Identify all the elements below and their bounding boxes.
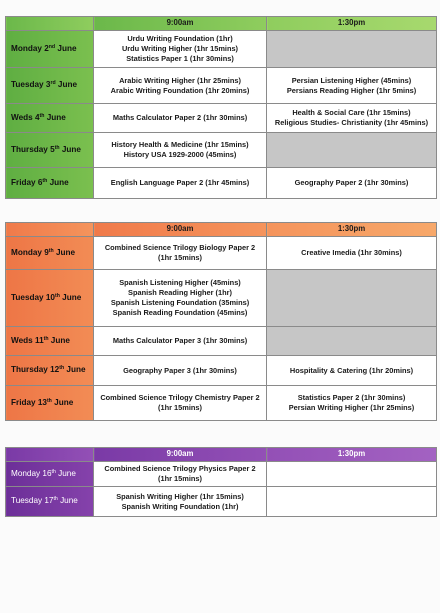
afternoon-empty: [267, 133, 437, 168]
day-label: Monday 2nd June: [6, 31, 94, 68]
day-label: Monday 9th June: [6, 237, 94, 270]
afternoon-exams: Geography Paper 2 (1hr 30mins): [267, 168, 437, 199]
day-label: Tuesday 3rd June: [6, 68, 94, 104]
day-label: Thursday 12th June: [6, 356, 94, 386]
afternoon-exams: Persian Listening Higher (45mins) Persians Reading Higher (1hr 5mins): [267, 68, 437, 104]
day-label: Tuesday 17th June: [6, 487, 94, 517]
timetable-row: [6, 168, 437, 199]
morning-exams: Combined Science Trilogy Biology Paper 2 (1hr 15mins): [94, 237, 267, 270]
header-morning: 9:00am: [94, 448, 267, 462]
morning-exams: Maths Calculator Paper 2 (1hr 30mins): [94, 104, 267, 133]
morning-exams: Spanish Listening Higher (45mins) Spanish Reading Higher (1hr) Spanish Listening Foundation (35mins) Spanish Reading Foundation (45mins): [94, 270, 267, 327]
day-label: Weds 11th June: [6, 327, 94, 356]
morning-exams: Maths Calculator Paper 3 (1hr 30mins): [94, 327, 267, 356]
timetable-row: [6, 270, 437, 327]
header-day-cell: [6, 223, 94, 237]
exam-timetable-week-3: [5, 447, 437, 517]
exam-timetable-week-2: [5, 222, 437, 421]
morning-exams: Urdu Writing Foundation (1hr) Urdu Writing Higher (1hr 15mins) Statistics Paper 1 (1hr 30mins): [94, 31, 267, 68]
header-afternoon: 1:30pm: [267, 17, 437, 31]
afternoon-empty: [267, 487, 437, 517]
afternoon-exams: Health & Social Care (1hr 15mins) Religious Studies- Christianity (1hr 45mins): [267, 104, 437, 133]
timetable-row: [6, 237, 437, 270]
morning-exams: Arabic Writing Higher (1hr 25mins) Arabic Writing Foundation (1hr 20mins): [94, 68, 267, 104]
morning-exams: English Language Paper 2 (1hr 45mins): [94, 168, 267, 199]
afternoon-empty: [267, 31, 437, 68]
afternoon-empty: [267, 327, 437, 356]
timetable-row: [6, 356, 437, 386]
timetable-row: [6, 386, 437, 421]
day-label: Monday 16th June: [6, 462, 94, 487]
timetable-row: [6, 327, 437, 356]
morning-exams: History Health & Medicine (1hr 15mins) History USA 1929-2000 (45mins): [94, 133, 267, 168]
timetable-row: [6, 31, 437, 68]
afternoon-exams: Creative Imedia (1hr 30mins): [267, 237, 437, 270]
header-row: [6, 448, 437, 462]
exam-timetable-week-1: [5, 16, 437, 199]
header-morning: 9:00am: [94, 223, 267, 237]
header-row: [6, 223, 437, 237]
morning-exams: Combined Science Trilogy Physics Paper 2 (1hr 15mins): [94, 462, 267, 487]
day-label: Friday 6th June: [6, 168, 94, 199]
day-label: Friday 13th June: [6, 386, 94, 421]
timetable-row: [6, 487, 437, 517]
header-row: [6, 17, 437, 31]
afternoon-exams: Hospitality & Catering (1hr 20mins): [267, 356, 437, 386]
afternoon-empty: [267, 462, 437, 487]
morning-exams: Geography Paper 3 (1hr 30mins): [94, 356, 267, 386]
afternoon-exams: Statistics Paper 2 (1hr 30mins) Persian Writing Higher (1hr 25mins): [267, 386, 437, 421]
header-afternoon: 1:30pm: [267, 448, 437, 462]
header-day-cell: [6, 17, 94, 31]
timetable-row: [6, 133, 437, 168]
day-label: Thursday 5th June: [6, 133, 94, 168]
header-morning: 9:00am: [94, 17, 267, 31]
day-label: Tuesday 10th June: [6, 270, 94, 327]
timetable-row: [6, 104, 437, 133]
header-afternoon: 1:30pm: [267, 223, 437, 237]
timetable-row: [6, 68, 437, 104]
morning-exams: Combined Science Trilogy Chemistry Paper 2 (1hr 15mins): [94, 386, 267, 421]
day-label: Weds 4th June: [6, 104, 94, 133]
afternoon-empty: [267, 270, 437, 327]
timetable-row: [6, 462, 437, 487]
morning-exams: Spanish Writing Higher (1hr 15mins) Spanish Writing Foundation (1hr): [94, 487, 267, 517]
header-day-cell: [6, 448, 94, 462]
